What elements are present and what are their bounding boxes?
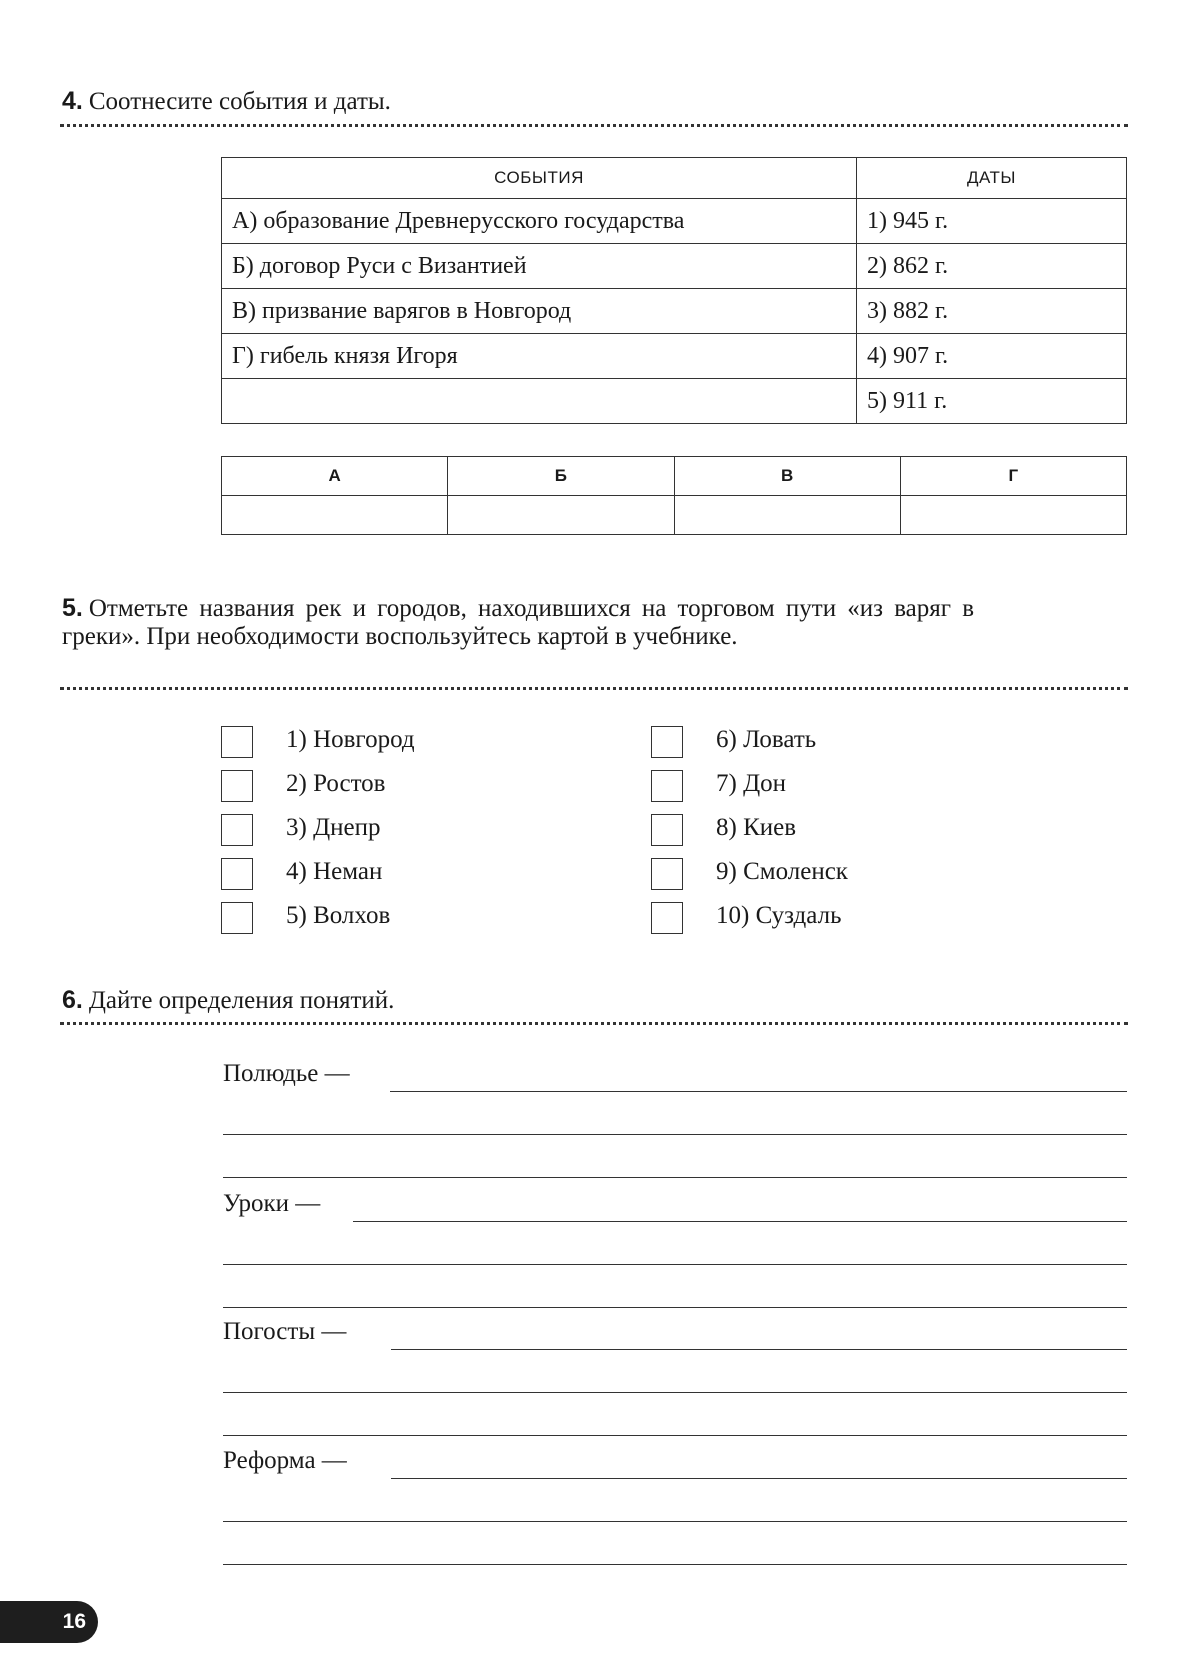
definition-first-line [223, 1444, 1127, 1487]
definition-term: Полюдье — [223, 1060, 350, 1087]
option-label: 6) Ловать [716, 726, 817, 753]
checkbox[interactable] [221, 902, 253, 934]
option-label: 9) Смоленск [716, 858, 848, 885]
dates-column-header: ДАТЫ [857, 158, 1127, 199]
task-6-text: Дайте определения понятий. [88, 987, 395, 1014]
task-6-title [62, 985, 394, 1016]
answer-header-row [222, 457, 1127, 496]
answer-line[interactable] [223, 1264, 1127, 1265]
definition-line [223, 1358, 1127, 1401]
answer-cell-b[interactable] [448, 496, 674, 535]
page-number: 16 [62, 1610, 86, 1633]
definition-line [223, 1100, 1127, 1143]
event-cell: А) образование Древнерусского государства [222, 199, 857, 244]
option-label: 8) Киев [716, 814, 797, 841]
checkbox[interactable] [651, 814, 683, 846]
definition-term: Уроки — [223, 1190, 321, 1217]
answer-line[interactable] [223, 1521, 1127, 1522]
definition-term: Реформа — [223, 1447, 347, 1474]
answer-line[interactable] [390, 1091, 1127, 1092]
answer-table [221, 456, 1127, 535]
definition-first-line [223, 1187, 1127, 1230]
definition-line [223, 1487, 1127, 1530]
task-6-number: 6. [62, 986, 83, 1014]
answer-line[interactable] [223, 1177, 1127, 1178]
checkbox[interactable] [221, 858, 253, 890]
events-dates-table [221, 157, 1127, 424]
answer-input-row [222, 496, 1127, 535]
checkbox[interactable] [651, 770, 683, 802]
divider [60, 687, 1128, 690]
definition-block [223, 1187, 1127, 1316]
definition-line [223, 1273, 1127, 1316]
table-row [222, 289, 1127, 334]
definition-line [223, 1230, 1127, 1273]
answer-line[interactable] [223, 1307, 1127, 1308]
answer-cell-a[interactable] [222, 496, 448, 535]
task-4-text: Соотнесите события и даты. [88, 88, 391, 115]
event-cell: В) призвание варягов в Новгород [222, 289, 857, 334]
table-header-row [222, 158, 1127, 199]
event-cell: Б) договор Руси с Византией [222, 244, 857, 289]
task-4-number: 4. [62, 87, 83, 115]
event-cell: Г) гибель князя Игоря [222, 334, 857, 379]
definition-block [223, 1444, 1127, 1573]
definition-first-line [223, 1315, 1127, 1358]
date-cell: 1) 945 г. [857, 199, 1127, 244]
answer-header-v: В [674, 457, 900, 496]
checkbox[interactable] [651, 726, 683, 758]
table-row [222, 199, 1127, 244]
page-number-badge [0, 1601, 98, 1643]
answer-header-b: Б [448, 457, 674, 496]
definition-term: Погосты — [223, 1318, 347, 1345]
date-cell: 3) 882 г. [857, 289, 1127, 334]
option-label: 4) Неман [286, 858, 383, 885]
task-5-text: Отметьте названия рек и городов, находившихся на торговом пути «из варяг в греки». При необходимости воспользуйтесь картой в учебнике. [62, 595, 974, 650]
option-label: 1) Новгород [286, 726, 415, 753]
task-5-number: 5. [62, 594, 83, 622]
checkbox[interactable] [221, 726, 253, 758]
answer-cell-g[interactable] [900, 496, 1126, 535]
definition-first-line [223, 1057, 1127, 1100]
answer-header-a: А [222, 457, 448, 496]
checkbox[interactable] [651, 858, 683, 890]
checkbox[interactable] [221, 814, 253, 846]
date-cell: 2) 862 г. [857, 244, 1127, 289]
event-cell [222, 379, 857, 424]
answer-line[interactable] [223, 1392, 1127, 1393]
answer-line[interactable] [223, 1564, 1127, 1565]
definition-line [223, 1143, 1127, 1186]
definition-block [223, 1315, 1127, 1444]
answer-line[interactable] [353, 1221, 1127, 1222]
answer-line[interactable] [391, 1349, 1127, 1350]
option-label: 5) Волхов [286, 902, 391, 929]
answer-line[interactable] [391, 1478, 1127, 1479]
answer-line[interactable] [223, 1435, 1127, 1436]
answer-cell-v[interactable] [674, 496, 900, 535]
option-label: 2) Ростов [286, 770, 386, 797]
table-row [222, 334, 1127, 379]
definition-line [223, 1530, 1127, 1573]
answer-line[interactable] [223, 1134, 1127, 1135]
task-5-title [62, 594, 974, 651]
table-row [222, 379, 1127, 424]
option-label: 7) Дон [716, 770, 787, 797]
divider [60, 1022, 1128, 1025]
task-4-title [62, 86, 391, 117]
definition-line [223, 1401, 1127, 1444]
option-label: 3) Днепр [286, 814, 381, 841]
events-column-header: СОБЫТИЯ [222, 158, 857, 199]
checkbox[interactable] [651, 902, 683, 934]
date-cell: 5) 911 г. [857, 379, 1127, 424]
divider [60, 124, 1128, 127]
table-row [222, 244, 1127, 289]
definition-block [223, 1057, 1127, 1186]
answer-header-g: Г [900, 457, 1126, 496]
checkbox[interactable] [221, 770, 253, 802]
date-cell: 4) 907 г. [857, 334, 1127, 379]
option-label: 10) Суздаль [716, 902, 842, 929]
